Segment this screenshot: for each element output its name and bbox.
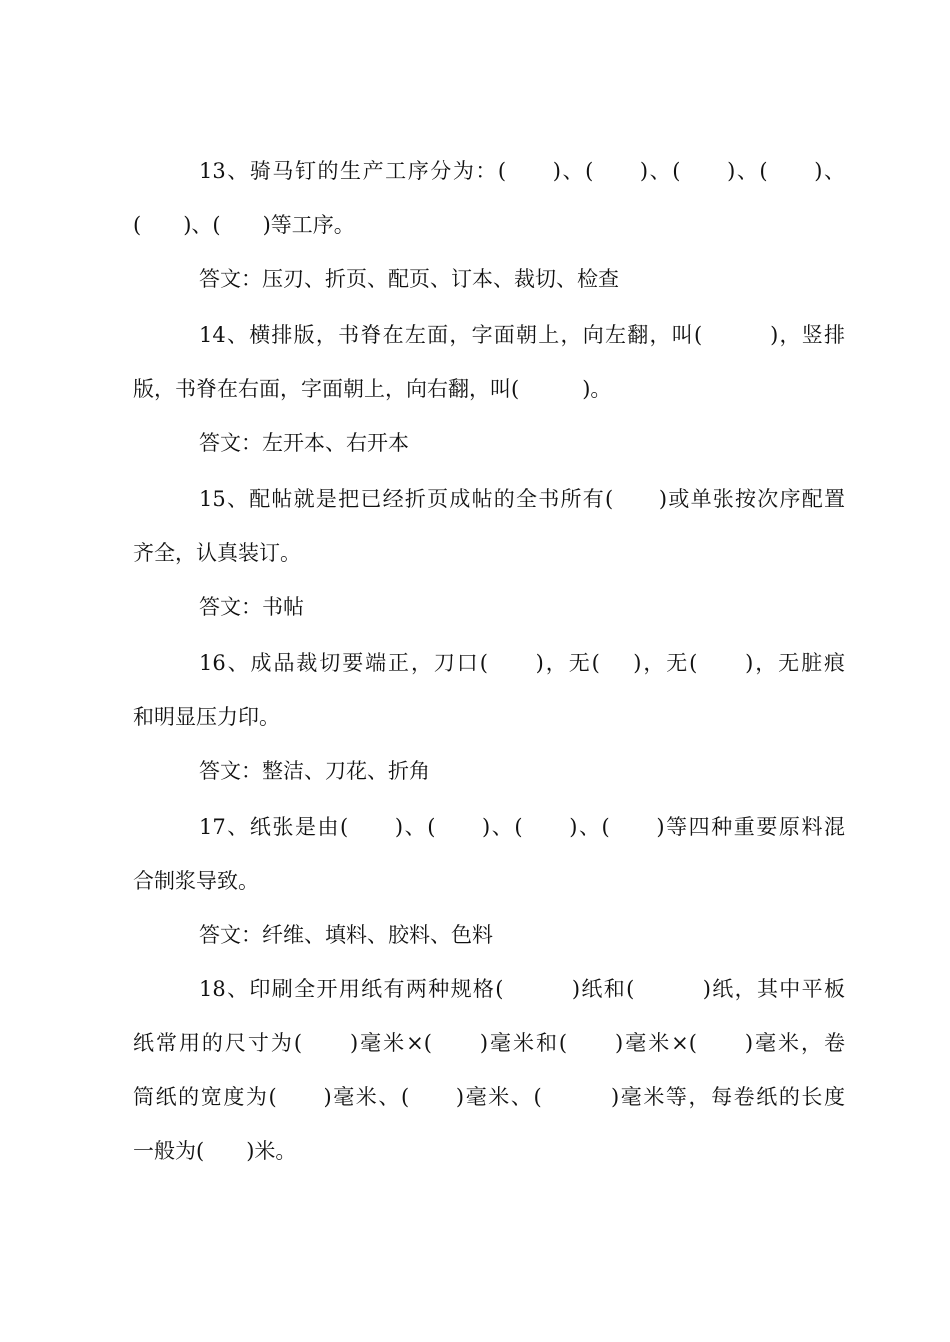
answer-line: 答文：纤维、填料、胶料、色料 — [199, 923, 493, 947]
question-16 — [133, 636, 845, 798]
question-line: 一般为( )米。 — [133, 1139, 297, 1163]
question-line: ( )、( )等工序。 — [133, 213, 355, 237]
answer-line: 答文：左开本、右开本 — [199, 431, 409, 455]
question-line: 版，书脊在右面，字面朝上，向右翻，叫( )。 — [133, 377, 612, 401]
question-line: 筒纸的宽度为( )毫米、( )毫米、( )毫米等，每卷纸的长度 — [133, 1085, 845, 1109]
question-line: 15、配帖就是把已经折页成帖的全书所有( )或单张按次序配置 — [199, 487, 845, 511]
question-line: 13、骑马钉的生产工序分为：( )、( )、( )、( )、 — [199, 159, 845, 183]
question-line: 齐全，认真装订。 — [133, 541, 301, 565]
answer-line: 答文：整洁、刀花、折角 — [199, 759, 430, 783]
answer-line: 答文：书帖 — [199, 595, 304, 619]
answer-line: 答文：压刃、折页、配页、订本、裁切、检查 — [199, 267, 619, 291]
question-line: 18、印刷全开用纸有两种规格( )纸和( )纸，其中平板 — [199, 977, 845, 1001]
question-line: 合制浆导致。 — [133, 869, 259, 893]
question-13 — [133, 144, 845, 306]
question-17 — [133, 800, 845, 962]
question-line: 14、横排版，书脊在左面，字面朝上，向左翻，叫( )，竖排 — [199, 323, 845, 347]
question-line: 和明显压力印。 — [133, 705, 280, 729]
question-14 — [133, 308, 845, 470]
question-line: 纸常用的尺寸为( )毫米×( )毫米和( )毫米×( )毫米，卷 — [133, 1031, 845, 1055]
question-line: 16、成品裁切要端正，刀口( )，无( )，无( )，无脏痕 — [199, 651, 845, 675]
question-15 — [133, 472, 845, 634]
question-line: 17、纸张是由( )、( )、( )、( )等四种重要原料混 — [199, 815, 845, 839]
question-18 — [133, 962, 845, 1178]
